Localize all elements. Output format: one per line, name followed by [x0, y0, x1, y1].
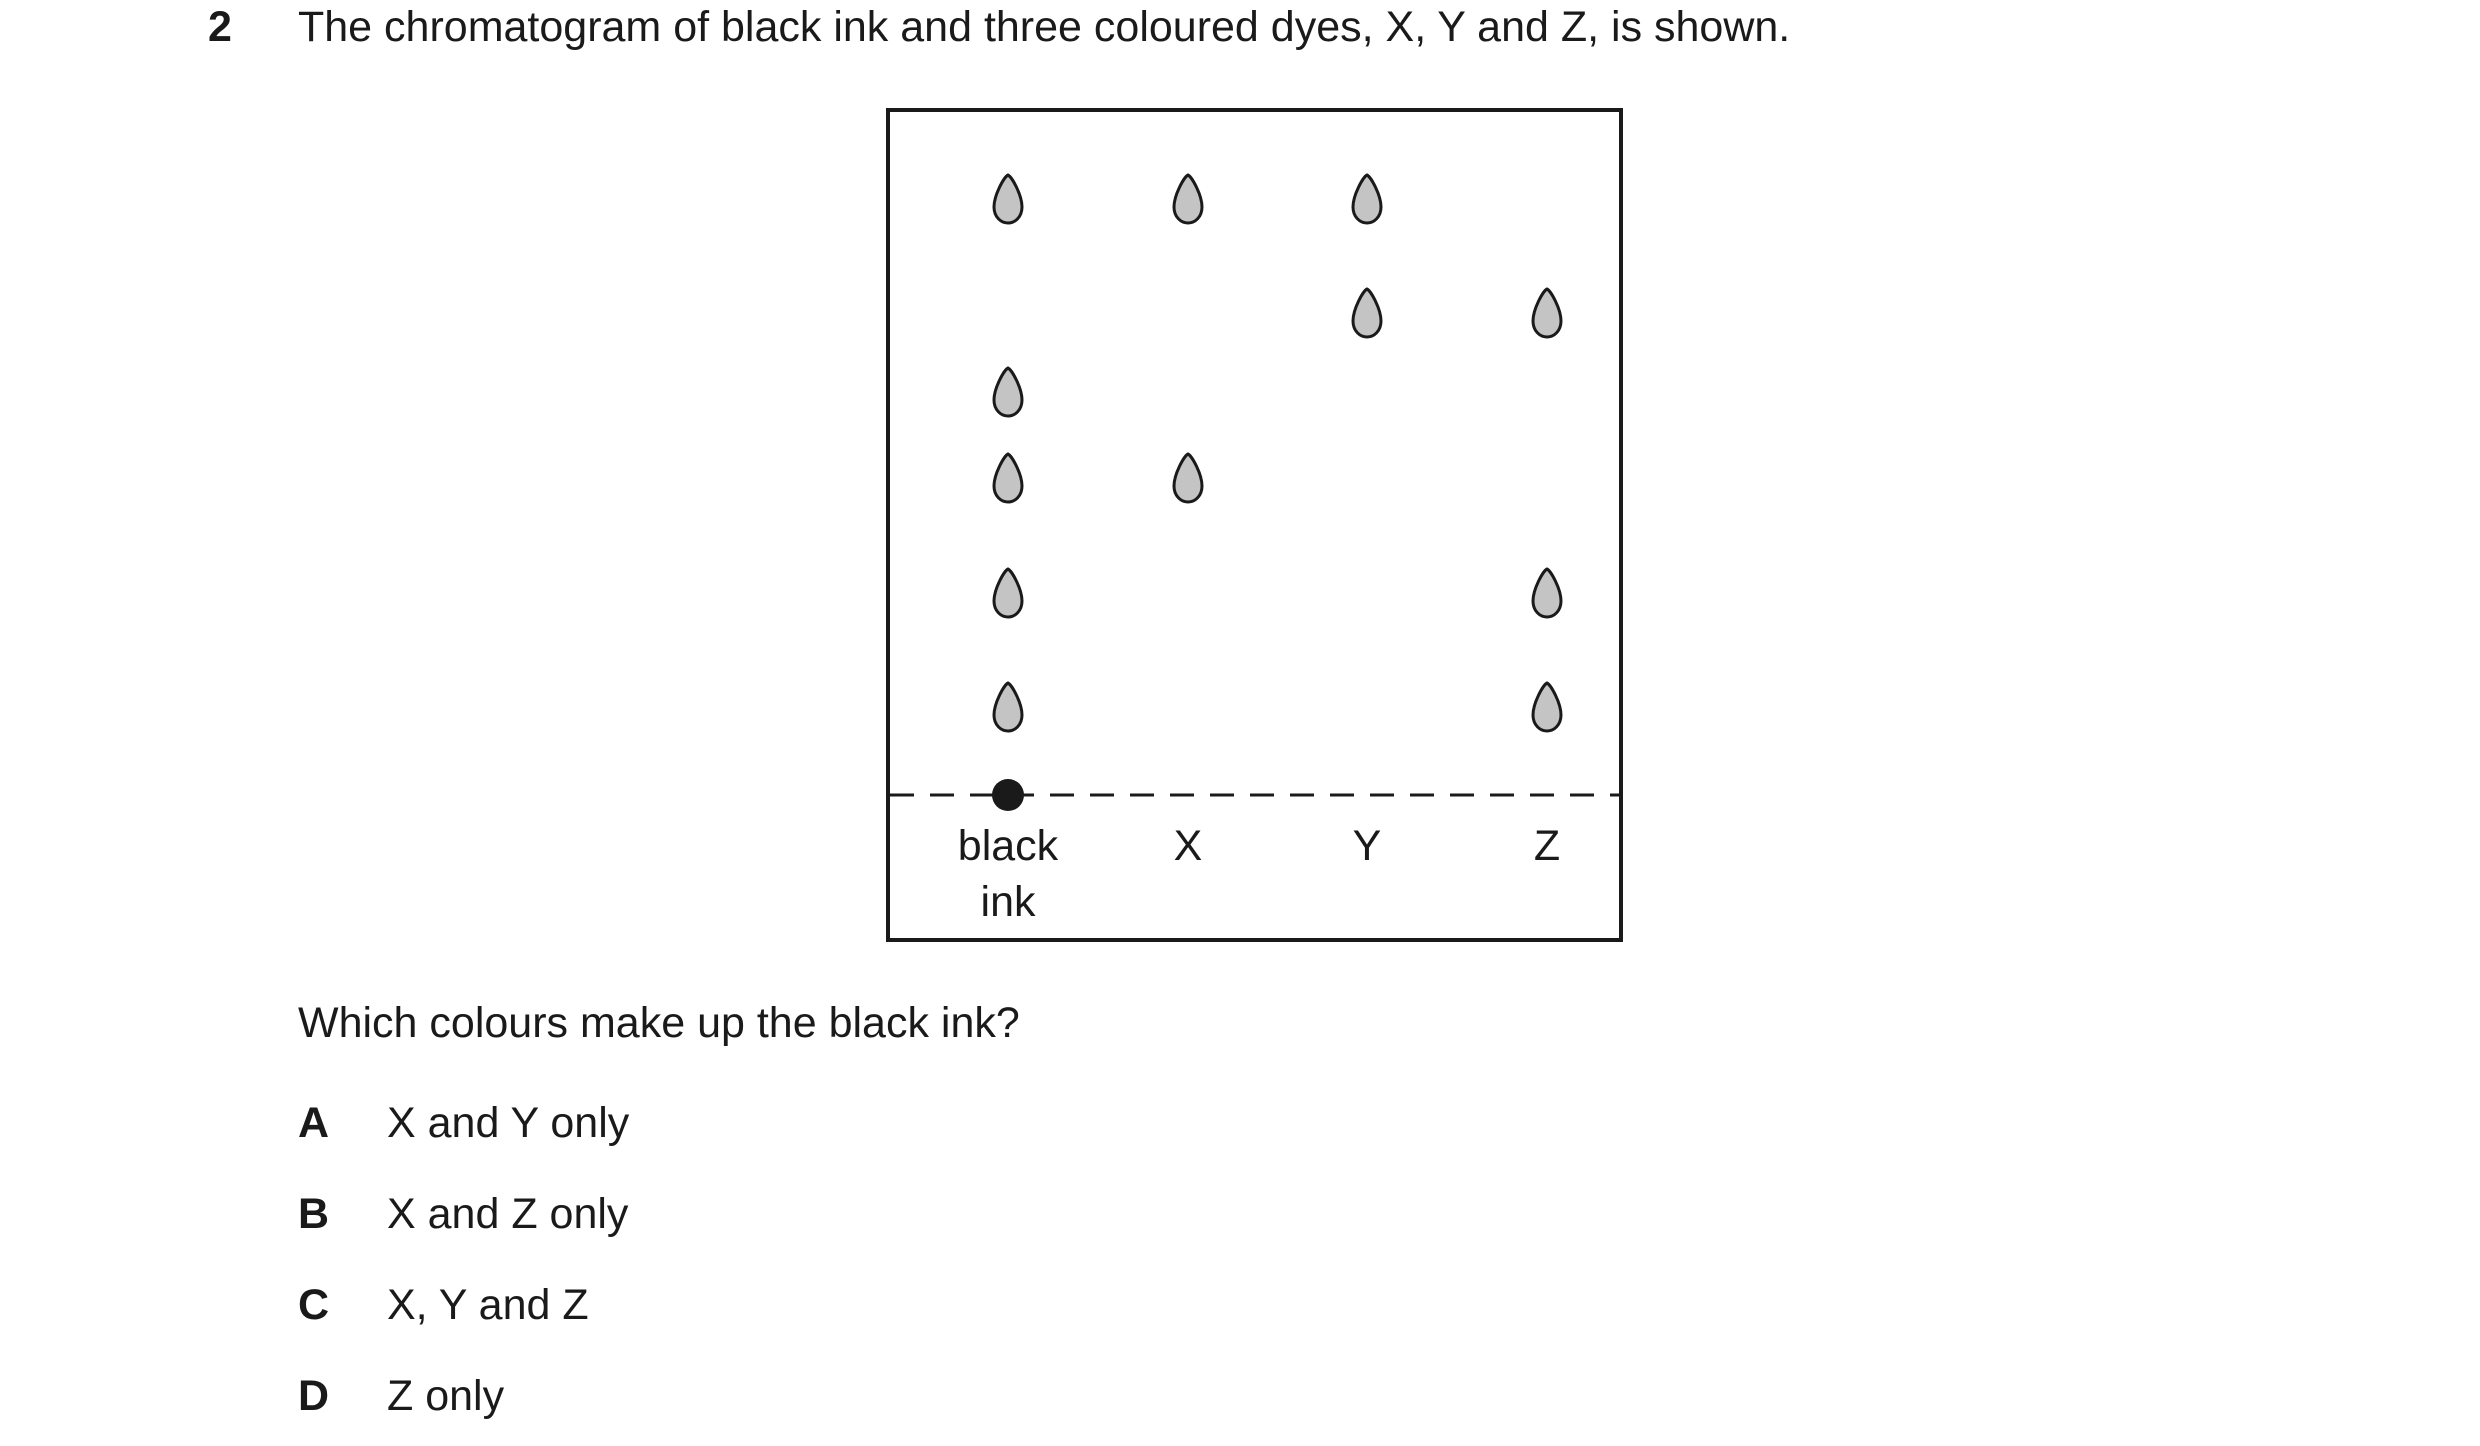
dye-spot	[994, 454, 1022, 502]
dye-spot	[1353, 175, 1381, 223]
question-number: 2	[208, 3, 232, 51]
dye-spot	[994, 569, 1022, 617]
lane-labels	[958, 822, 1560, 926]
option-letter: A	[298, 1099, 330, 1147]
option-text: X and Z only	[387, 1190, 629, 1238]
dye-spot	[1533, 683, 1561, 731]
dye-spot	[994, 175, 1022, 223]
option-text: X and Y only	[387, 1099, 630, 1147]
lane-label: X	[1173, 822, 1203, 870]
question-text: The chromatogram of black ink and three coloured dyes, X, Y and Z, is shown.	[298, 3, 1791, 51]
lane-label: Z	[1533, 822, 1561, 870]
dye-spot	[994, 368, 1022, 416]
dye-spot	[1533, 569, 1561, 617]
option-letter: B	[298, 1190, 330, 1238]
spots-layer	[994, 175, 1561, 731]
question-prompt: Which colours make up the black ink?	[298, 999, 1020, 1047]
black-ink-start-dot	[992, 779, 1024, 811]
lane-label: Y	[1352, 822, 1382, 870]
dye-spot	[1533, 289, 1561, 337]
dye-spot	[1353, 289, 1381, 337]
dye-spot	[994, 683, 1022, 731]
option-text: X, Y and Z	[387, 1281, 589, 1329]
lane-label: ink	[980, 878, 1036, 926]
option-text: Z only	[387, 1372, 505, 1420]
chromatography-paper	[888, 110, 1621, 940]
option-letter: C	[298, 1281, 330, 1329]
lane-label: black	[957, 822, 1059, 870]
dye-spot	[1174, 454, 1202, 502]
dye-spot	[1174, 175, 1202, 223]
option-letter: D	[298, 1372, 330, 1420]
